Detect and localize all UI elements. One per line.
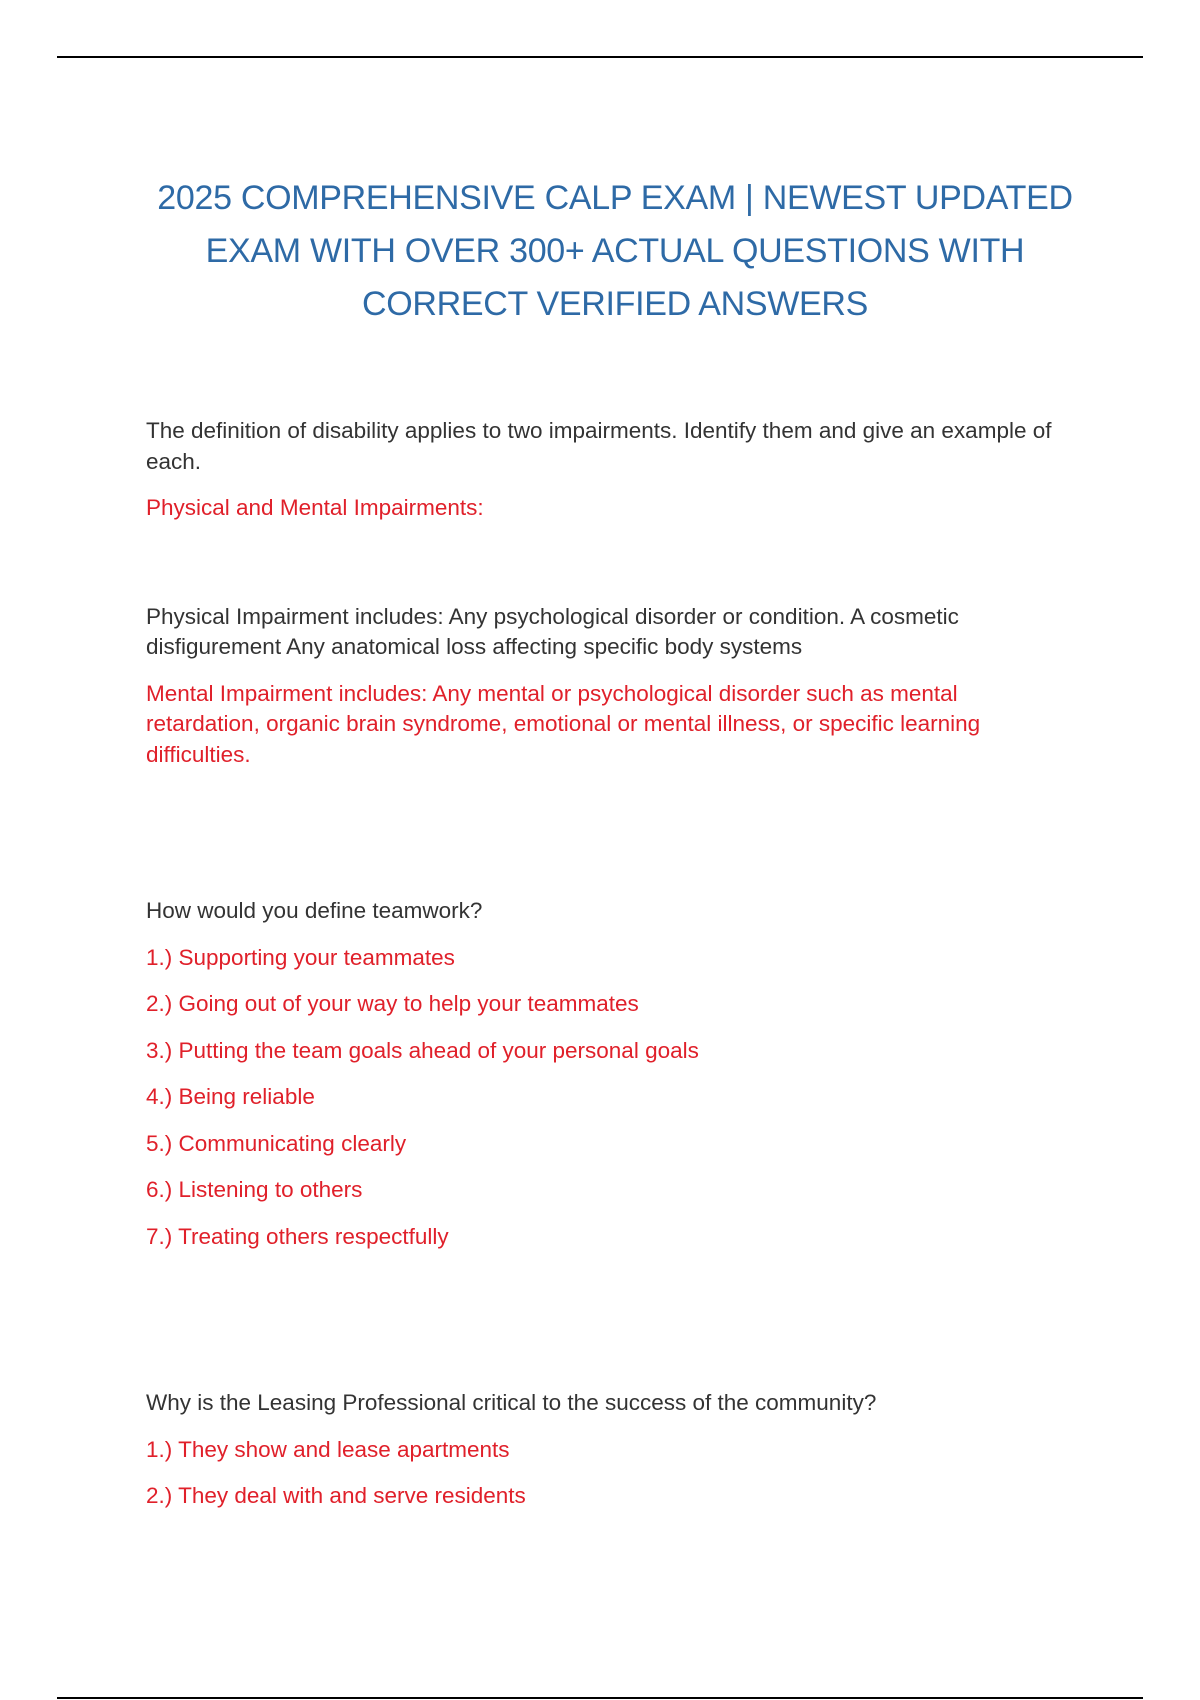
bottom-rule xyxy=(57,1697,1143,1699)
qa-leasing-professional xyxy=(146,1388,1066,1512)
answer-list-item: 4.) Being reliable xyxy=(146,1084,315,1109)
spacer xyxy=(146,540,1066,602)
top-rule xyxy=(57,56,1143,58)
question-text: The definition of disability applies to two impairments. Identify them and give an example of each. xyxy=(146,418,1052,474)
qa-disability xyxy=(146,416,1066,524)
answer-text: Mental Impairment includes: Any mental or psychological disorder such as mental retardation, organic brain syndrome, emotional or mental illness, or specific learning difficulties. xyxy=(146,680,981,767)
spacer xyxy=(146,786,1066,896)
answer-list-item: 5.) Communicating clearly xyxy=(146,1130,407,1156)
answer-list-item: 6.) Listening to others xyxy=(146,1177,363,1202)
answer-list-item: 3.) Putting the team goals ahead of your personal goals xyxy=(146,1037,699,1063)
qa-teamwork xyxy=(146,896,1066,1252)
answer-list-item: 7.) Treating others respectfully xyxy=(146,1223,449,1249)
question-text: Physical Impairment includes: Any psychological disorder or condition. A cosmetic disfigurement Any anatomical loss affecting specific body systems xyxy=(146,603,959,659)
qa-physical-impairment xyxy=(146,602,1066,771)
spacer xyxy=(146,1268,1066,1388)
document-body xyxy=(146,416,1066,1528)
answer-list-item: 1.) Supporting your teammates xyxy=(146,944,455,970)
answer-list-item: 1.) They show and lease apartments xyxy=(146,1436,510,1462)
document-title: 2025 COMPREHENSIVE CALP EXAM | NEWEST UPDATED EXAM WITH OVER 300+ ACTUAL QUESTIONS WITH CORRECT VERIFIED ANSWERS xyxy=(157,179,1073,323)
answer-list-item: 2.) Going out of your way to help your teammates xyxy=(146,991,639,1016)
question-text: Why is the Leasing Professional critical to the success of the community? xyxy=(146,1390,877,1415)
answer-text: Physical and Mental Impairments: xyxy=(146,495,484,520)
question-text: How would you define teamwork? xyxy=(146,898,483,923)
answer-list-item: 2.) They deal with and serve residents xyxy=(146,1483,526,1508)
